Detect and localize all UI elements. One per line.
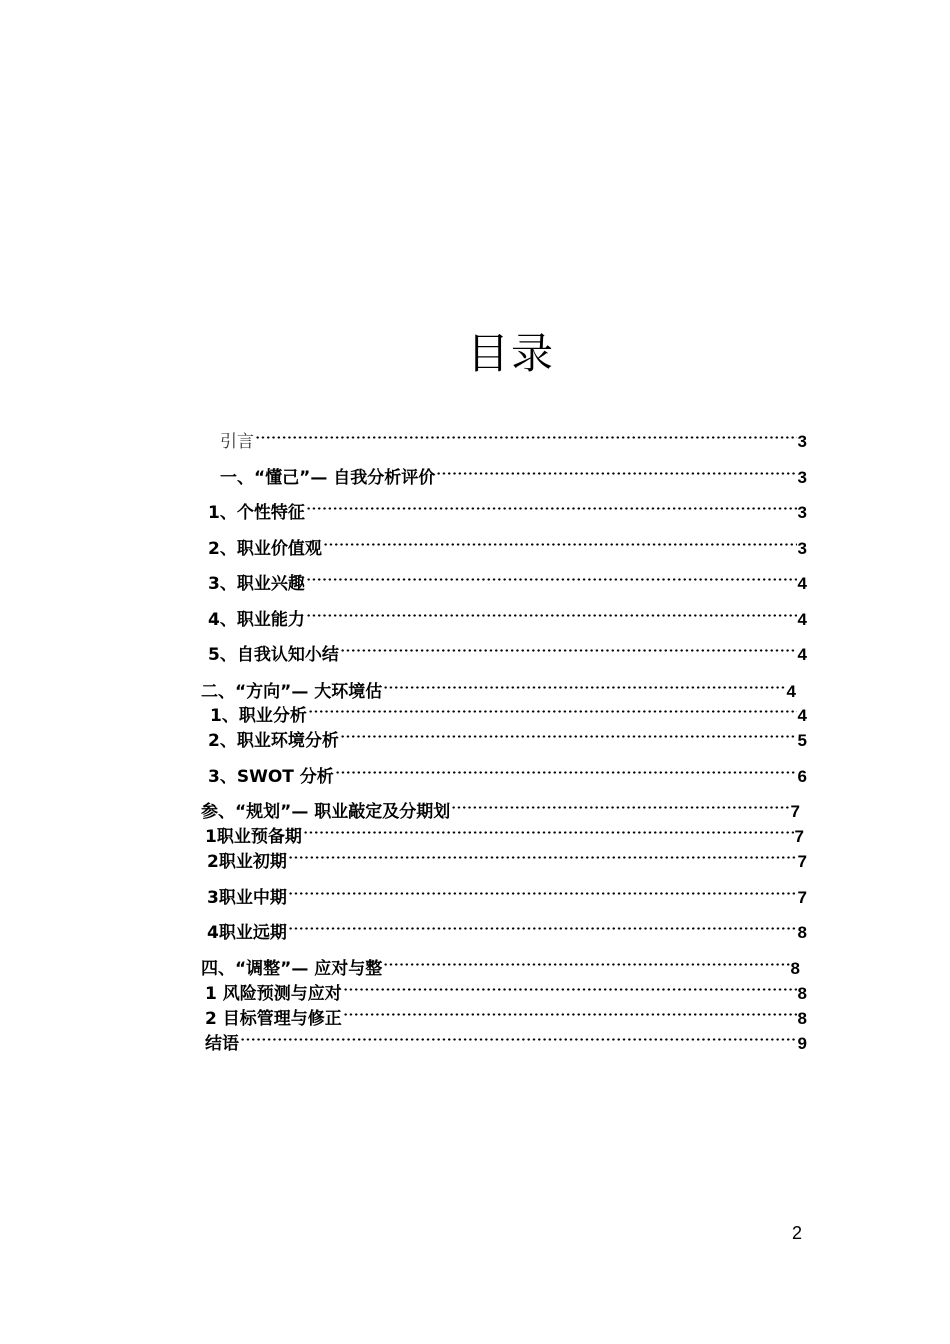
- toc-dot-leader: [382, 950, 790, 974]
- toc-dot-leader: [254, 423, 798, 447]
- toc-entry-chapter-1[interactable]: [220, 459, 807, 488]
- page-title: 目录: [466, 329, 555, 379]
- toc-entry-1-3[interactable]: [208, 565, 807, 594]
- toc-entry-intro[interactable]: [220, 423, 807, 452]
- toc-entry-page: 8: [790, 959, 800, 978]
- toc-entry-chapter-2[interactable]: [201, 673, 796, 702]
- toc-dot-leader: [305, 601, 798, 625]
- toc-entry-page: 4: [797, 574, 807, 593]
- toc-entry-1-4[interactable]: [208, 601, 807, 630]
- toc-entry-label: 5、自我认知小结: [208, 645, 339, 665]
- toc-entry-page: 4: [797, 645, 807, 664]
- toc-dot-leader: [302, 818, 795, 842]
- toc-entry-label: 二、“方向”— 大环境估: [201, 682, 383, 702]
- toc-entry-conclusion[interactable]: [205, 1025, 807, 1054]
- toc-entry-label: 3、职业兴趣: [208, 574, 305, 594]
- toc-entry-label: 2职业初期: [207, 852, 287, 872]
- toc-entry-label: 参、“规划”— 职业敲定及分期划: [201, 802, 451, 822]
- toc-entry-3-2[interactable]: [207, 843, 807, 872]
- toc-dot-leader: [305, 494, 798, 518]
- toc-entry-label: 4职业远期: [207, 923, 287, 943]
- toc-entry-label: 2 目标管理与修正: [205, 1009, 342, 1029]
- toc-entry-page: 3: [797, 503, 807, 522]
- toc-entry-2-3[interactable]: [208, 758, 807, 787]
- toc-dot-leader: [322, 530, 798, 554]
- toc-entry-3-3[interactable]: [207, 879, 807, 908]
- toc-entry-label: 1职业预备期: [205, 827, 302, 847]
- toc-dot-leader: [450, 793, 790, 817]
- toc-dot-leader: [287, 914, 798, 938]
- toc-entry-1-5[interactable]: [208, 636, 807, 665]
- toc-entry-page: 7: [797, 888, 807, 907]
- toc-dot-leader: [305, 565, 798, 589]
- toc-dot-leader: [342, 1000, 798, 1024]
- toc-entry-chapter-3[interactable]: [201, 793, 800, 822]
- toc-dot-leader: [334, 758, 798, 782]
- toc-entry-page: 8: [797, 923, 807, 942]
- toc-entry-label: 结语: [205, 1034, 239, 1054]
- toc-entry-label: 引言: [220, 432, 254, 452]
- toc-entry-page: 4: [797, 706, 807, 725]
- toc-entry-page: 4: [797, 610, 807, 629]
- toc-entry-page: 5: [797, 731, 807, 750]
- toc-entry-page: 7: [794, 827, 804, 846]
- toc-entry-label: 1、个性特征: [208, 503, 305, 523]
- toc-entry-page: 6: [797, 767, 807, 786]
- toc-entry-label: 2、职业价值观: [208, 539, 322, 559]
- toc-dot-leader: [339, 722, 798, 746]
- toc-dot-leader: [435, 459, 797, 483]
- toc-entry-page: 4: [786, 682, 796, 701]
- toc-entry-page: 3: [797, 539, 807, 558]
- toc-entry-label: 1、职业分析: [210, 706, 307, 726]
- toc-dot-leader: [239, 1025, 798, 1049]
- toc-entry-2-2[interactable]: [208, 722, 807, 751]
- toc-entry-1-1[interactable]: [208, 494, 807, 523]
- toc-dot-leader: [307, 697, 798, 721]
- toc-entry-page: 3: [797, 432, 807, 451]
- toc-entry-label: 3、SWOT 分析: [208, 767, 334, 787]
- toc-dot-leader: [342, 975, 798, 999]
- toc-entry-4-2[interactable]: [205, 1000, 807, 1029]
- toc-entry-page: 8: [797, 1009, 807, 1028]
- toc-entry-label: 四、“调整”— 应对与整: [201, 959, 383, 979]
- toc-entry-label: 3职业中期: [207, 888, 287, 908]
- toc-entry-1-2[interactable]: [208, 530, 807, 559]
- toc-dot-leader: [287, 879, 798, 903]
- toc-entry-3-1[interactable]: [205, 818, 804, 847]
- toc-entry-2-1[interactable]: [210, 697, 807, 726]
- toc-entry-label: 4、职业能力: [208, 610, 305, 630]
- toc-entry-3-4[interactable]: [207, 914, 807, 943]
- page-number: 2: [792, 1223, 803, 1243]
- toc-entry-page: 9: [797, 1034, 807, 1053]
- toc-dot-leader: [339, 636, 798, 660]
- toc-entry-label: 一、“懂己”— 自我分析评价: [220, 468, 436, 488]
- toc-entry-label: 2、职业环境分析: [208, 731, 339, 751]
- toc-entry-page: 8: [797, 984, 807, 1003]
- toc-entry-4-1[interactable]: [205, 975, 807, 1004]
- toc-entry-chapter-4[interactable]: [201, 950, 800, 979]
- toc-entry-page: 7: [790, 802, 800, 821]
- toc-entry-page: 3: [797, 468, 807, 487]
- toc-entry-label: 1 风险预测与应对: [205, 984, 342, 1004]
- toc-entry-page: 7: [797, 852, 807, 871]
- toc-dot-leader: [382, 673, 786, 697]
- toc-dot-leader: [287, 843, 798, 867]
